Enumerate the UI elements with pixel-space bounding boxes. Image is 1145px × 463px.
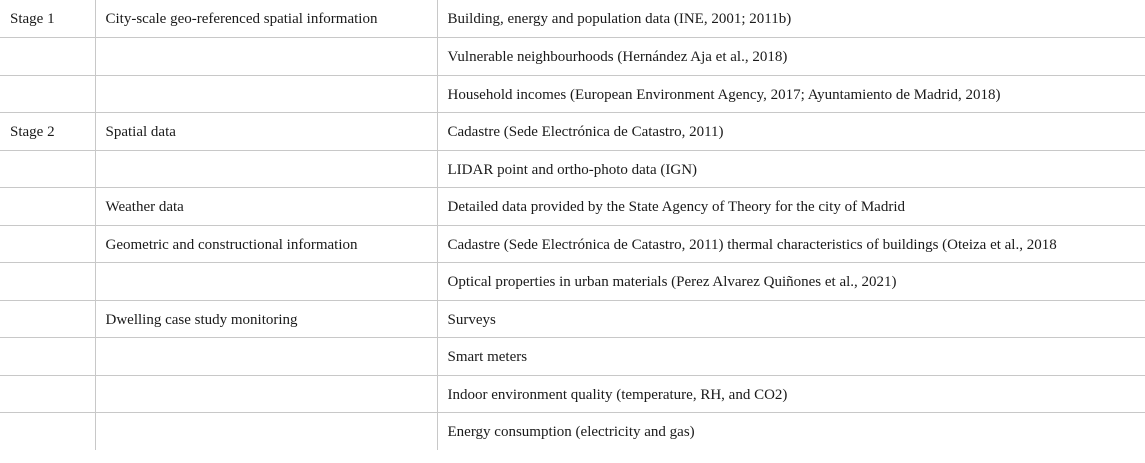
table-row xyxy=(0,113,1145,151)
table-row xyxy=(0,38,1145,76)
stage-cell: Stage 1 xyxy=(0,0,95,38)
table-row xyxy=(0,300,1145,338)
source-cell: Building, energy and population data (INE, 2001; 2011b) xyxy=(437,0,1145,38)
category-cell xyxy=(95,263,437,301)
stage-cell xyxy=(0,75,95,113)
source-cell: LIDAR point and ortho-photo data (IGN) xyxy=(437,150,1145,188)
source-cell: Cadastre (Sede Electrónica de Catastro, 2011) thermal characteristics of buildings (Oteiza et al., 2018 xyxy=(437,225,1145,263)
source-cell: Optical properties in urban materials (Perez Alvarez Quiñones et al., 2021) xyxy=(437,263,1145,301)
source-cell: Household incomes (European Environment Agency, 2017; Ayuntamiento de Madrid, 2018) xyxy=(437,75,1145,113)
table-row xyxy=(0,263,1145,301)
category-cell: City-scale geo-referenced spatial information xyxy=(95,0,437,38)
table-row xyxy=(0,375,1145,413)
stage-cell xyxy=(0,263,95,301)
table-row xyxy=(0,338,1145,376)
category-cell xyxy=(95,375,437,413)
table-row xyxy=(0,225,1145,263)
stage-cell xyxy=(0,300,95,338)
source-cell: Cadastre (Sede Electrónica de Catastro, 2011) xyxy=(437,113,1145,151)
stage-cell: Stage 2 xyxy=(0,113,95,151)
category-cell xyxy=(95,38,437,76)
stage-cell xyxy=(0,225,95,263)
source-cell: Detailed data provided by the State Agency of Theory for the city of Madrid xyxy=(437,188,1145,226)
category-cell: Dwelling case study monitoring xyxy=(95,300,437,338)
source-cell: Surveys xyxy=(437,300,1145,338)
category-cell: Weather data xyxy=(95,188,437,226)
category-cell xyxy=(95,75,437,113)
stage-cell xyxy=(0,375,95,413)
category-cell: Spatial data xyxy=(95,113,437,151)
category-cell xyxy=(95,150,437,188)
source-cell: Smart meters xyxy=(437,338,1145,376)
table-row xyxy=(0,188,1145,226)
table-row xyxy=(0,75,1145,113)
source-cell: Indoor environment quality (temperature, RH, and CO2) xyxy=(437,375,1145,413)
table-row xyxy=(0,0,1145,38)
category-cell xyxy=(95,338,437,376)
stage-cell xyxy=(0,150,95,188)
category-cell xyxy=(95,413,437,451)
table-row xyxy=(0,150,1145,188)
table-row xyxy=(0,413,1145,451)
source-cell: Energy consumption (electricity and gas) xyxy=(437,413,1145,451)
stage-cell xyxy=(0,413,95,451)
category-cell: Geometric and constructional information xyxy=(95,225,437,263)
stage-cell xyxy=(0,338,95,376)
stage-cell xyxy=(0,188,95,226)
source-cell: Vulnerable neighbourhoods (Hernández Aja et al., 2018) xyxy=(437,38,1145,76)
stage-cell xyxy=(0,38,95,76)
